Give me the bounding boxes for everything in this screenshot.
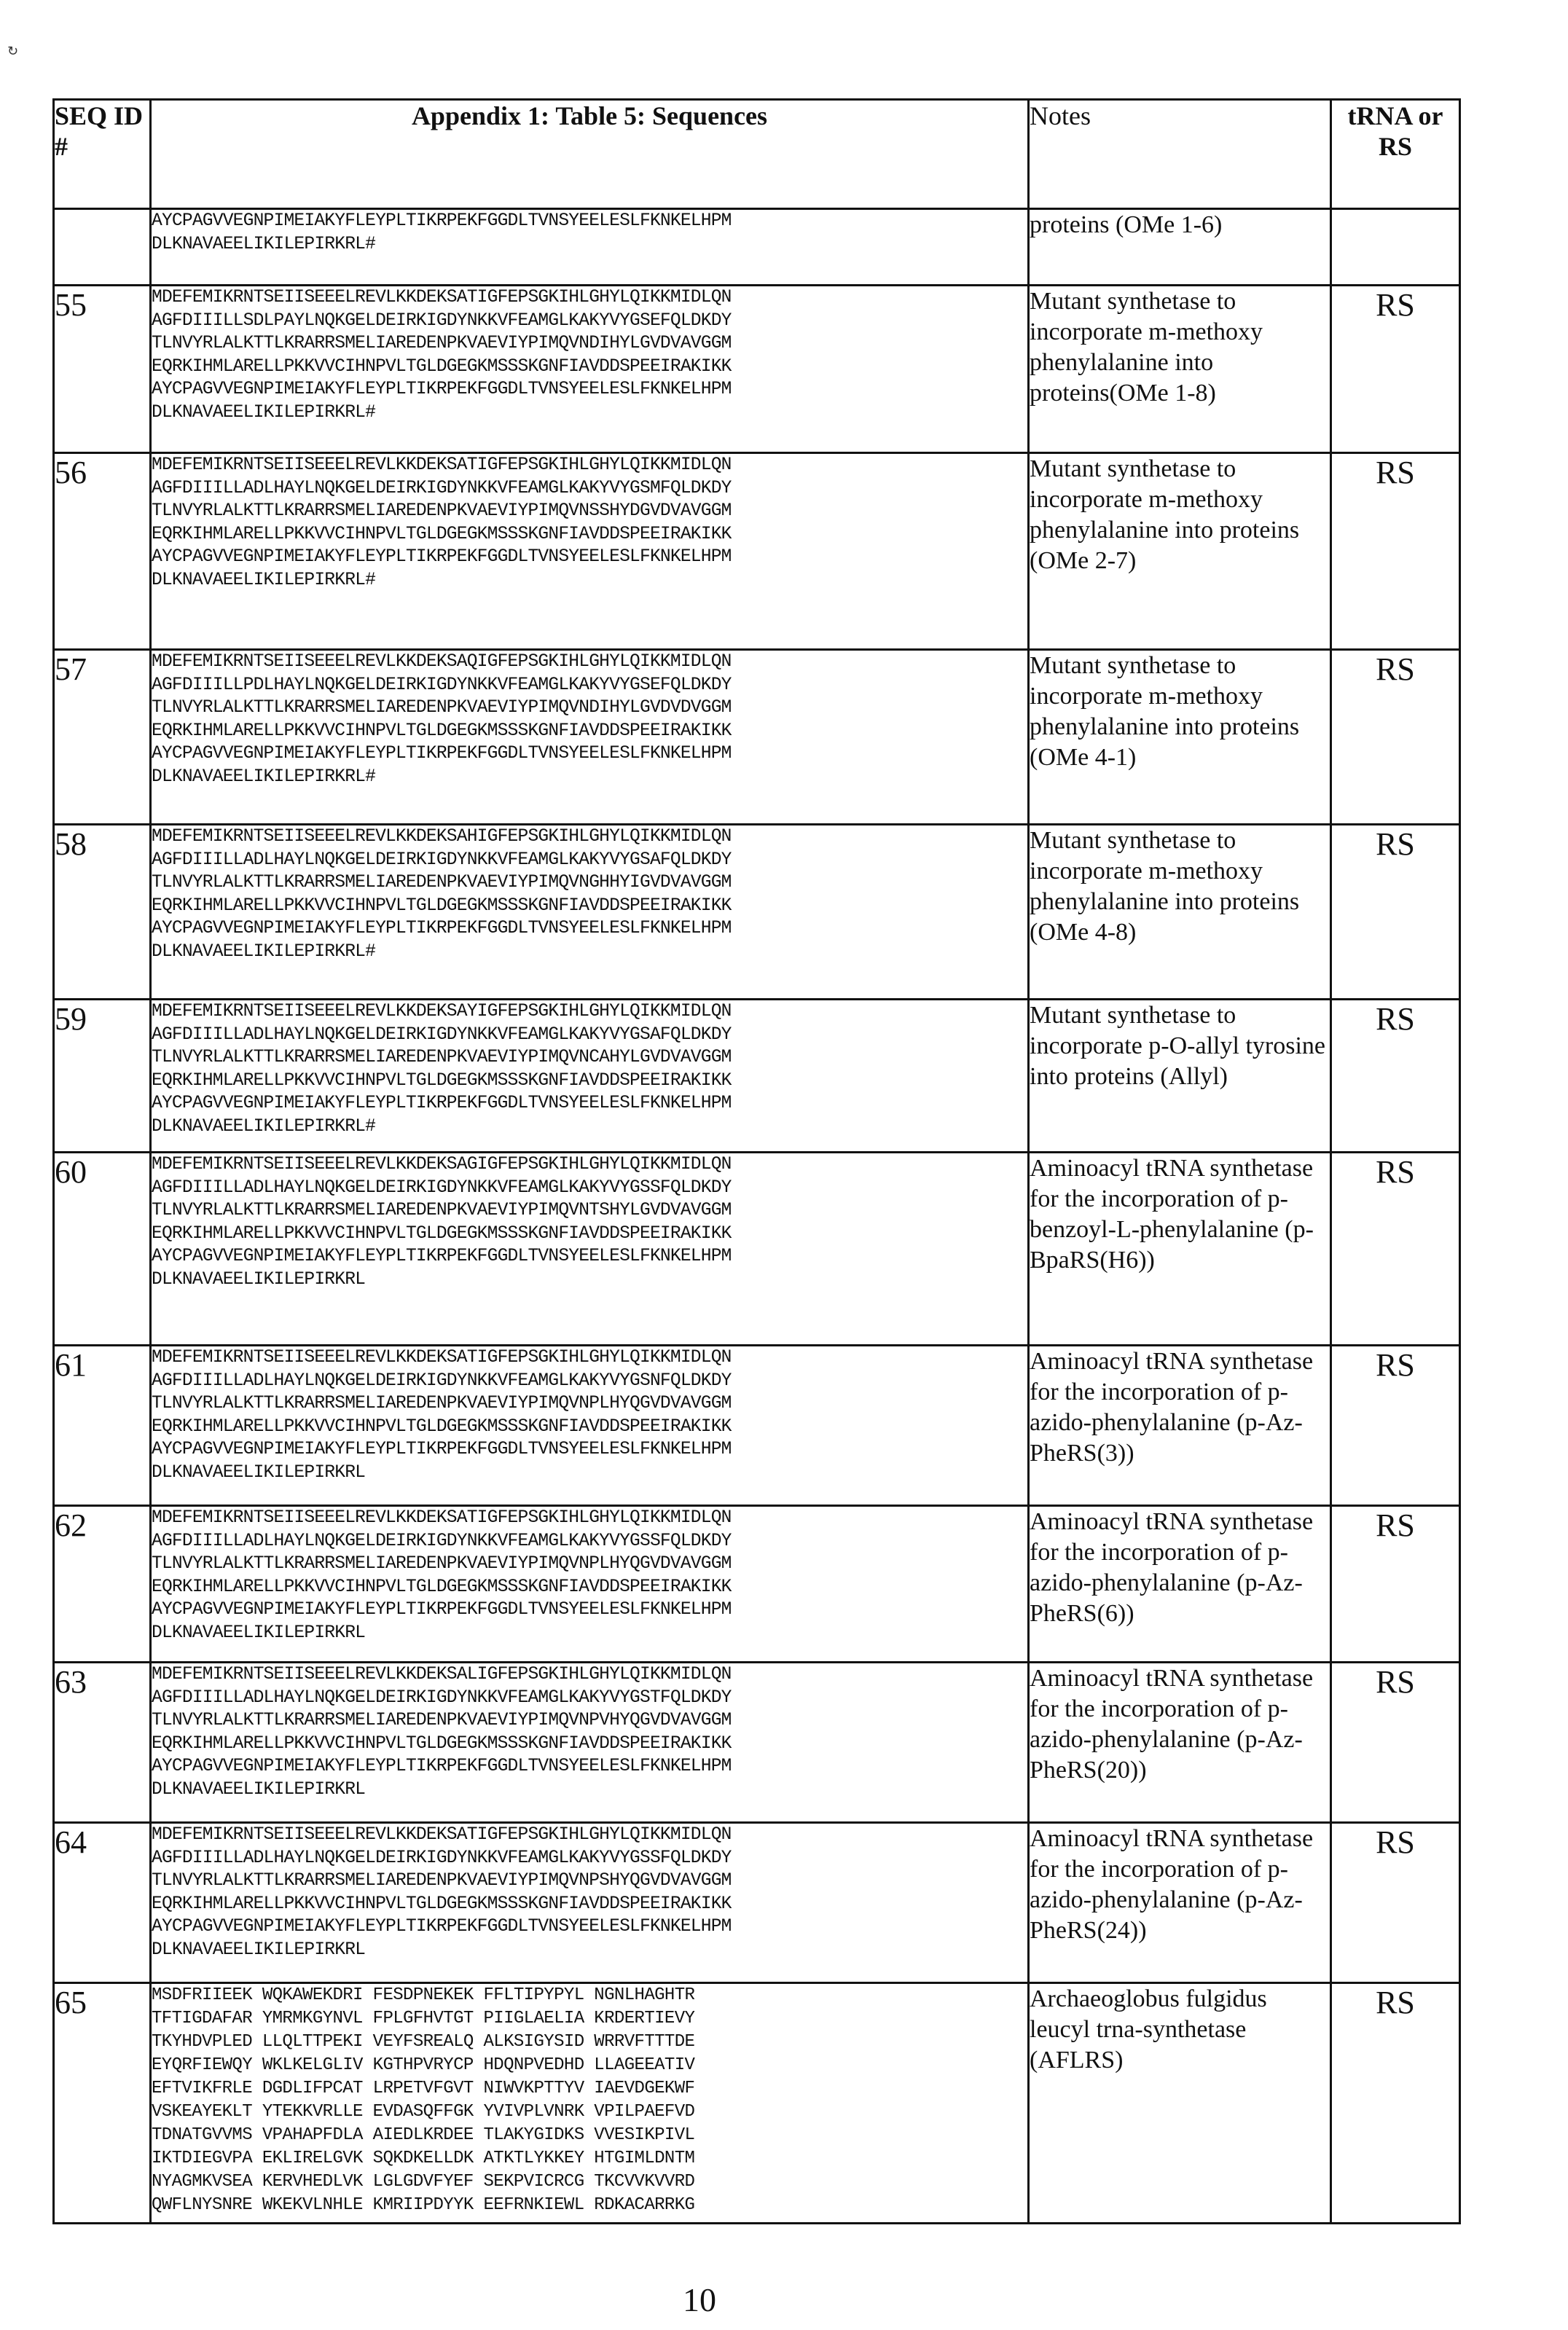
notes-cell: Aminoacyl tRNA synthetase for the incorporation of p-azido-phenylalanine (p-Az-PheRS(3)) bbox=[1029, 1346, 1331, 1506]
sequence-line: DLKNAVAEELIKILEPIRKRL# bbox=[152, 234, 376, 254]
seq-id bbox=[54, 209, 151, 286]
sequence-line: TLNVYRLALKTTLKRARRSMELIAREDENPKVAEVIYPIMQVNDIHYLGVDVAVGGM bbox=[152, 334, 732, 353]
sequence-line: AYCPAGVVEGNPIMEIAKYFLEYPLTIKRPEKFGGDLTVNSYEELESLFKNKELHPM bbox=[152, 380, 732, 399]
header-seq-id: SEQ ID # bbox=[54, 100, 151, 209]
table-row bbox=[54, 1983, 1460, 2224]
trna-or-rs-cell: RS bbox=[1331, 453, 1460, 650]
sequence-line: EFTVIKFRLE DGDLIFPCAT LRPETVFGVT NIWVKPTTYV IAEVDGEKWF bbox=[152, 2079, 695, 2098]
sequence-text bbox=[152, 825, 1027, 963]
sequence-line: MDEFEMIKRNTSEIISEEELREVLKKDEKSATIGFEPSGKIHLGHYLQIKKMIDLQN bbox=[152, 455, 732, 475]
sequence-line: EQRKIHMLARELLPKKVVCIHNPVLTGLDGEGKMSSSKGNFIAVDDSPEEIRAKIKK bbox=[152, 1733, 732, 1754]
sequence-line: AYCPAGVVEGNPIMEIAKYFLEYPLTIKRPEKFGGDLTVNSYEELESLFKNKELHPM bbox=[152, 211, 732, 231]
trna-or-rs-cell: RS bbox=[1331, 1663, 1460, 1823]
sequence-cell bbox=[151, 1153, 1029, 1346]
sequence-line: TLNVYRLALKTTLKRARRSMELIAREDENPKVAEVIYPIMQVNDIHYLGVDVDVGGM bbox=[152, 698, 732, 718]
table-row bbox=[54, 650, 1460, 825]
sequence-cell bbox=[151, 453, 1029, 650]
sequence-line: DLKNAVAEELIKILEPIRKRL bbox=[152, 1939, 366, 1960]
sequence-line: EQRKIHMLARELLPKKVVCIHNPVLTGLDGEGKMSSSKGNFIAVDDSPEEIRAKIKK bbox=[152, 1577, 732, 1597]
notes-cell: Mutant synthetase to incorporate m-methoxy phenylalanine into proteins(OMe 1-8) bbox=[1029, 286, 1331, 453]
table-row bbox=[54, 209, 1460, 286]
trna-or-rs-cell: RS bbox=[1331, 650, 1460, 825]
sequence-line: TLNVYRLALKTTLKRARRSMELIAREDENPKVAEVIYPIMQVNGHHYIGVDVAVGGM bbox=[152, 873, 732, 893]
sequence-cell bbox=[151, 1983, 1029, 2224]
seq-id: 56 bbox=[54, 453, 151, 650]
sequence-line: AYCPAGVVEGNPIMEIAKYFLEYPLTIKRPEKFGGDLTVNSYEELESLFKNKELHPM bbox=[152, 1917, 732, 1937]
sequence-line: AYCPAGVVEGNPIMEIAKYFLEYPLTIKRPEKFGGDLTVNSYEELESLFKNKELHPM bbox=[152, 1247, 732, 1266]
sequence-line: DLKNAVAEELIKILEPIRKRL# bbox=[152, 766, 376, 787]
sequence-text bbox=[152, 1824, 1027, 1961]
sequence-line: AYCPAGVVEGNPIMEIAKYFLEYPLTIKRPEKFGGDLTVNSYEELESLFKNKELHPM bbox=[152, 1757, 732, 1776]
sequence-line: MDEFEMIKRNTSEIISEEELREVLKKDEKSALIGFEPSGKIHLGHYLQIKKMIDLQN bbox=[152, 1665, 732, 1684]
sequence-line: DLKNAVAEELIKILEPIRKRL# bbox=[152, 570, 376, 590]
trna-or-rs-cell bbox=[1331, 209, 1460, 286]
table-row bbox=[54, 825, 1460, 1000]
table-title: Appendix 1: Table 5: Sequences bbox=[151, 100, 1029, 209]
seq-id: 58 bbox=[54, 825, 151, 1000]
table-row bbox=[54, 453, 1460, 650]
notes-cell: proteins (OMe 1-6) bbox=[1029, 209, 1331, 286]
sequence-line: TLNVYRLALKTTLKRARRSMELIAREDENPKVAEVIYPIMQVNSSHYDGVDVAVGGM bbox=[152, 501, 732, 521]
trna-or-rs-cell: RS bbox=[1331, 1506, 1460, 1663]
sequence-line: DLKNAVAEELIKILEPIRKRL bbox=[152, 1779, 366, 1800]
sequence-line: TLNVYRLALKTTLKRARRSMELIAREDENPKVAEVIYPIMQVNPLHYQGVDVAVGGM bbox=[152, 1394, 732, 1413]
seq-id: 55 bbox=[54, 286, 151, 453]
sequence-line: AGFDIIILLADLHAYLNQKGELDEIRKIGDYNKKVFEAMGLKAKYVYGSSFQLDKDY bbox=[152, 1177, 732, 1198]
sequence-text bbox=[152, 1663, 1027, 1801]
sequence-table bbox=[52, 98, 1461, 2224]
sequence-line: VSKEAYEKLT YTEKKVRLLE EVDASQFFGK YVIVPLVNRK VPILPAEFVD bbox=[152, 2102, 695, 2122]
sequence-line: AYCPAGVVEGNPIMEIAKYFLEYPLTIKRPEKFGGDLTVNSYEELESLFKNKELHPM bbox=[152, 1440, 732, 1459]
table-row bbox=[54, 1153, 1460, 1346]
table-row bbox=[54, 286, 1460, 453]
sequence-line: AGFDIIILLADLHAYLNQKGELDEIRKIGDYNKKVFEAMGLKAKYVYGSMFQLDKDY bbox=[152, 478, 732, 498]
sequence-text bbox=[152, 651, 1027, 788]
sequence-line: TLNVYRLALKTTLKRARRSMELIAREDENPKVAEVIYPIMQVNTSHYLGVDVAVGGM bbox=[152, 1201, 732, 1220]
sequence-line: DLKNAVAEELIKILEPIRKRL bbox=[152, 1623, 366, 1643]
sequence-line: TLNVYRLALKTTLKRARRSMELIAREDENPKVAEVIYPIMQVNPSHYQGVDVAVGGM bbox=[152, 1871, 732, 1891]
sequence-line: IKTDIEGVPA EKLIRELGVK SQKDKELLDK ATKTLYKKEY HTGIMLDNTM bbox=[152, 2149, 695, 2168]
sequence-text bbox=[152, 1507, 1027, 1644]
header-trna-or-rs: tRNA or RS bbox=[1331, 100, 1460, 209]
sequence-line: EQRKIHMLARELLPKKVVCIHNPVLTGLDGEGKMSSSKGNFIAVDDSPEEIRAKIKK bbox=[152, 721, 732, 741]
sequence-line: DLKNAVAEELIKILEPIRKRL bbox=[152, 1269, 366, 1290]
sequence-text bbox=[152, 1000, 1027, 1138]
sequence-line: DLKNAVAEELIKILEPIRKRL bbox=[152, 1462, 366, 1483]
sequence-cell bbox=[151, 1506, 1029, 1663]
seq-id: 62 bbox=[54, 1506, 151, 1663]
sequence-line: AYCPAGVVEGNPIMEIAKYFLEYPLTIKRPEKFGGDLTVNSYEELESLFKNKELHPM bbox=[152, 547, 732, 567]
notes-cell: Mutant synthetase to incorporate m-methoxy phenylalanine into proteins (OMe 2-7) bbox=[1029, 453, 1331, 650]
trna-or-rs-cell: RS bbox=[1331, 286, 1460, 453]
sequence-line: AGFDIIILLADLHAYLNQKGELDEIRKIGDYNKKVFEAMGLKAKYVYGSSFQLDKDY bbox=[152, 1531, 732, 1551]
trna-or-rs-cell: RS bbox=[1331, 825, 1460, 1000]
sequence-line: MDEFEMIKRNTSEIISEEELREVLKKDEKSATIGFEPSGKIHLGHYLQIKKMIDLQN bbox=[152, 288, 732, 307]
sequence-line: AGFDIIILLADLHAYLNQKGELDEIRKIGDYNKKVFEAMGLKAKYVYGSAFQLDKDY bbox=[152, 850, 732, 870]
scan-mark: ↻ bbox=[7, 44, 19, 59]
sequence-cell bbox=[151, 650, 1029, 825]
sequence-cell bbox=[151, 1346, 1029, 1506]
trna-or-rs-cell: RS bbox=[1331, 1346, 1460, 1506]
seq-id: 61 bbox=[54, 1346, 151, 1506]
sequence-line: MDEFEMIKRNTSEIISEEELREVLKKDEKSATIGFEPSGKIHLGHYLQIKKMIDLQN bbox=[152, 1348, 732, 1368]
sequence-line: AGFDIIILLADLHAYLNQKGELDEIRKIGDYNKKVFEAMGLKAKYVYGSNFQLDKDY bbox=[152, 1370, 732, 1391]
sequence-line: TLNVYRLALKTTLKRARRSMELIAREDENPKVAEVIYPIMQVNPVHYQGVDVAVGGM bbox=[152, 1711, 732, 1730]
seq-id: 63 bbox=[54, 1663, 151, 1823]
sequence-line: EQRKIHMLARELLPKKVVCIHNPVLTGLDGEGKMSSSKGNFIAVDDSPEEIRAKIKK bbox=[152, 895, 732, 916]
sequence-line: EQRKIHMLARELLPKKVVCIHNPVLTGLDGEGKMSSSKGNFIAVDDSPEEIRAKIKK bbox=[152, 1223, 732, 1244]
sequence-line: AYCPAGVVEGNPIMEIAKYFLEYPLTIKRPEKFGGDLTVNSYEELESLFKNKELHPM bbox=[152, 1094, 732, 1113]
sequence-line: AYCPAGVVEGNPIMEIAKYFLEYPLTIKRPEKFGGDLTVNSYEELESLFKNKELHPM bbox=[152, 744, 732, 764]
sequence-text bbox=[152, 210, 1027, 256]
sequence-line: AGFDIIILLPDLHAYLNQKGELDEIRKIGDYNKKVFEAMGLKAKYVYGSEFQLDKDY bbox=[152, 675, 732, 695]
notes-cell: Mutant synthetase to incorporate m-methoxy phenylalanine into proteins (OMe 4-8) bbox=[1029, 825, 1331, 1000]
sequence-text bbox=[152, 1984, 1027, 2217]
sequence-line: MDEFEMIKRNTSEIISEEELREVLKKDEKSATIGFEPSGKIHLGHYLQIKKMIDLQN bbox=[152, 1508, 732, 1528]
seq-id: 59 bbox=[54, 1000, 151, 1153]
sequence-line: EYQRFIEWQY WKLKELGLIV KGTHPVRYCP HDQNPVEDHD LLAGEEATIV bbox=[152, 2055, 695, 2075]
sequence-line: AGFDIIILLSDLPAYLNQKGELDEIRKIGDYNKKVFEAMGLKAKYVYGSEFQLDKDY bbox=[152, 310, 732, 331]
sequence-line: AYCPAGVVEGNPIMEIAKYFLEYPLTIKRPEKFGGDLTVNSYEELESLFKNKELHPM bbox=[152, 1600, 732, 1620]
sequence-line: DLKNAVAEELIKILEPIRKRL# bbox=[152, 941, 376, 962]
sequence-text bbox=[152, 454, 1027, 592]
sequence-line: NYAGMKVSEA KERVHEDLVK LGLGDVFYEF SEKPVICRCG TKCVVKVVRD bbox=[152, 2172, 695, 2192]
header-notes: Notes bbox=[1029, 100, 1331, 209]
seq-id: 57 bbox=[54, 650, 151, 825]
sequence-text bbox=[152, 1346, 1027, 1484]
sequence-line: TDNATGVVMS VPAHAPFDLA AIEDLKRDEE TLAKYGIDKS VVESIKPIVL bbox=[152, 2125, 695, 2145]
sequence-line: TLNVYRLALKTTLKRARRSMELIAREDENPKVAEVIYPIMQVNCAHYLGVDVAVGGM bbox=[152, 1048, 732, 1067]
trna-or-rs-cell: RS bbox=[1331, 1000, 1460, 1153]
seq-id: 65 bbox=[54, 1983, 151, 2224]
sequence-line: MSDFRIIEEK WQKAWEKDRI FESDPNEKEK FFLTIPYPYL NGNLHAGHTR bbox=[152, 1985, 695, 2005]
sequence-cell bbox=[151, 825, 1029, 1000]
sequence-cell bbox=[151, 1663, 1029, 1823]
sequence-line: MDEFEMIKRNTSEIISEEELREVLKKDEKSAQIGFEPSGKIHLGHYLQIKKMIDLQN bbox=[152, 652, 732, 672]
sequence-line: TLNVYRLALKTTLKRARRSMELIAREDENPKVAEVIYPIMQVNPLHYQGVDVAVGGM bbox=[152, 1554, 732, 1574]
sequence-cell bbox=[151, 1000, 1029, 1153]
notes-cell: Aminoacyl tRNA synthetase for the incorporation of p-azido-phenylalanine (p-Az-PheRS(20)) bbox=[1029, 1663, 1331, 1823]
sequence-line: DLKNAVAEELIKILEPIRKRL# bbox=[152, 402, 376, 423]
notes-cell: Mutant synthetase to incorporate m-methoxy phenylalanine into proteins (OMe 4-1) bbox=[1029, 650, 1331, 825]
sequence-text bbox=[152, 286, 1027, 424]
notes-cell: Aminoacyl tRNA synthetase for the incorporation of p-azido-phenylalanine (p-Az-PheRS(6)) bbox=[1029, 1506, 1331, 1663]
sequence-line: EQRKIHMLARELLPKKVVCIHNPVLTGLDGEGKMSSSKGNFIAVDDSPEEIRAKIKK bbox=[152, 1070, 732, 1091]
sequence-line: AGFDIIILLADLHAYLNQKGELDEIRKIGDYNKKVFEAMGLKAKYVYGSSFQLDKDY bbox=[152, 1848, 732, 1868]
sequence-line: MDEFEMIKRNTSEIISEEELREVLKKDEKSATIGFEPSGKIHLGHYLQIKKMIDLQN bbox=[152, 1825, 732, 1845]
notes-cell: Archaeoglobus fulgidus leucyl trna-synthetase (AFLRS) bbox=[1029, 1983, 1331, 2224]
notes-cell: Aminoacyl tRNA synthetase for the incorporation of p-azido-phenylalanine (p-Az-PheRS(24)) bbox=[1029, 1823, 1331, 1983]
table-row bbox=[54, 1346, 1460, 1506]
page-number: 10 bbox=[683, 2281, 716, 2318]
sequence-line: TKYHDVPLED LLQLTTPEKI VEYFSREALQ ALKSIGYSID WRRVFTTTDE bbox=[152, 2032, 695, 2052]
sequence-line: EQRKIHMLARELLPKKVVCIHNPVLTGLDGEGKMSSSKGNFIAVDDSPEEIRAKIKK bbox=[152, 1416, 732, 1437]
table-row bbox=[54, 1663, 1460, 1823]
trna-or-rs-cell: RS bbox=[1331, 1983, 1460, 2224]
sequence-line: AGFDIIILLADLHAYLNQKGELDEIRKIGDYNKKVFEAMGLKAKYVYGSAFQLDKDY bbox=[152, 1024, 732, 1045]
table-row bbox=[54, 1823, 1460, 1983]
table-row bbox=[54, 1000, 1460, 1153]
sequence-line: AGFDIIILLADLHAYLNQKGELDEIRKIGDYNKKVFEAMGLKAKYVYGSTFQLDKDY bbox=[152, 1687, 732, 1708]
sequence-line: QWFLNYSNRE WKEKVLNHLE KMRIIPDYYK EEFRNKIEWL RDKACARRKG bbox=[152, 2195, 695, 2215]
sequence-cell bbox=[151, 1823, 1029, 1983]
sequence-line: TFTIGDAFAR YMRMKGYNVL FPLGFHVTGT PIIGLAELIA KRDERTIEVY bbox=[152, 2009, 695, 2028]
table-body bbox=[54, 209, 1460, 2224]
sequence-cell bbox=[151, 286, 1029, 453]
seq-id: 60 bbox=[54, 1153, 151, 1346]
notes-cell: Aminoacyl tRNA synthetase for the incorporation of p-benzoyl-L-phenylalanine (p-BpaRS(H6)) bbox=[1029, 1153, 1331, 1346]
sequence-cell bbox=[151, 209, 1029, 286]
sequence-text bbox=[152, 1153, 1027, 1291]
trna-or-rs-cell: RS bbox=[1331, 1823, 1460, 1983]
sequence-line: MDEFEMIKRNTSEIISEEELREVLKKDEKSAYIGFEPSGKIHLGHYLQIKKMIDLQN bbox=[152, 1002, 732, 1021]
sequence-line: MDEFEMIKRNTSEIISEEELREVLKKDEKSAHIGFEPSGKIHLGHYLQIKKMIDLQN bbox=[152, 827, 732, 847]
seq-id: 64 bbox=[54, 1823, 151, 1983]
notes-cell: Mutant synthetase to incorporate p-O-allyl tyrosine into proteins (Allyl) bbox=[1029, 1000, 1331, 1153]
sequence-line: EQRKIHMLARELLPKKVVCIHNPVLTGLDGEGKMSSSKGNFIAVDDSPEEIRAKIKK bbox=[152, 524, 732, 544]
sequence-line: AYCPAGVVEGNPIMEIAKYFLEYPLTIKRPEKFGGDLTVNSYEELESLFKNKELHPM bbox=[152, 919, 732, 938]
sequence-line: EQRKIHMLARELLPKKVVCIHNPVLTGLDGEGKMSSSKGNFIAVDDSPEEIRAKIKK bbox=[152, 1894, 732, 1914]
sequence-line: DLKNAVAEELIKILEPIRKRL# bbox=[152, 1116, 376, 1137]
table-row bbox=[54, 1506, 1460, 1663]
table-header-row bbox=[54, 100, 1460, 209]
sequence-line: MDEFEMIKRNTSEIISEEELREVLKKDEKSAGIGFEPSGKIHLGHYLQIKKMIDLQN bbox=[152, 1155, 732, 1174]
sequence-line: EQRKIHMLARELLPKKVVCIHNPVLTGLDGEGKMSSSKGNFIAVDDSPEEIRAKIKK bbox=[152, 356, 732, 377]
trna-or-rs-cell: RS bbox=[1331, 1153, 1460, 1346]
